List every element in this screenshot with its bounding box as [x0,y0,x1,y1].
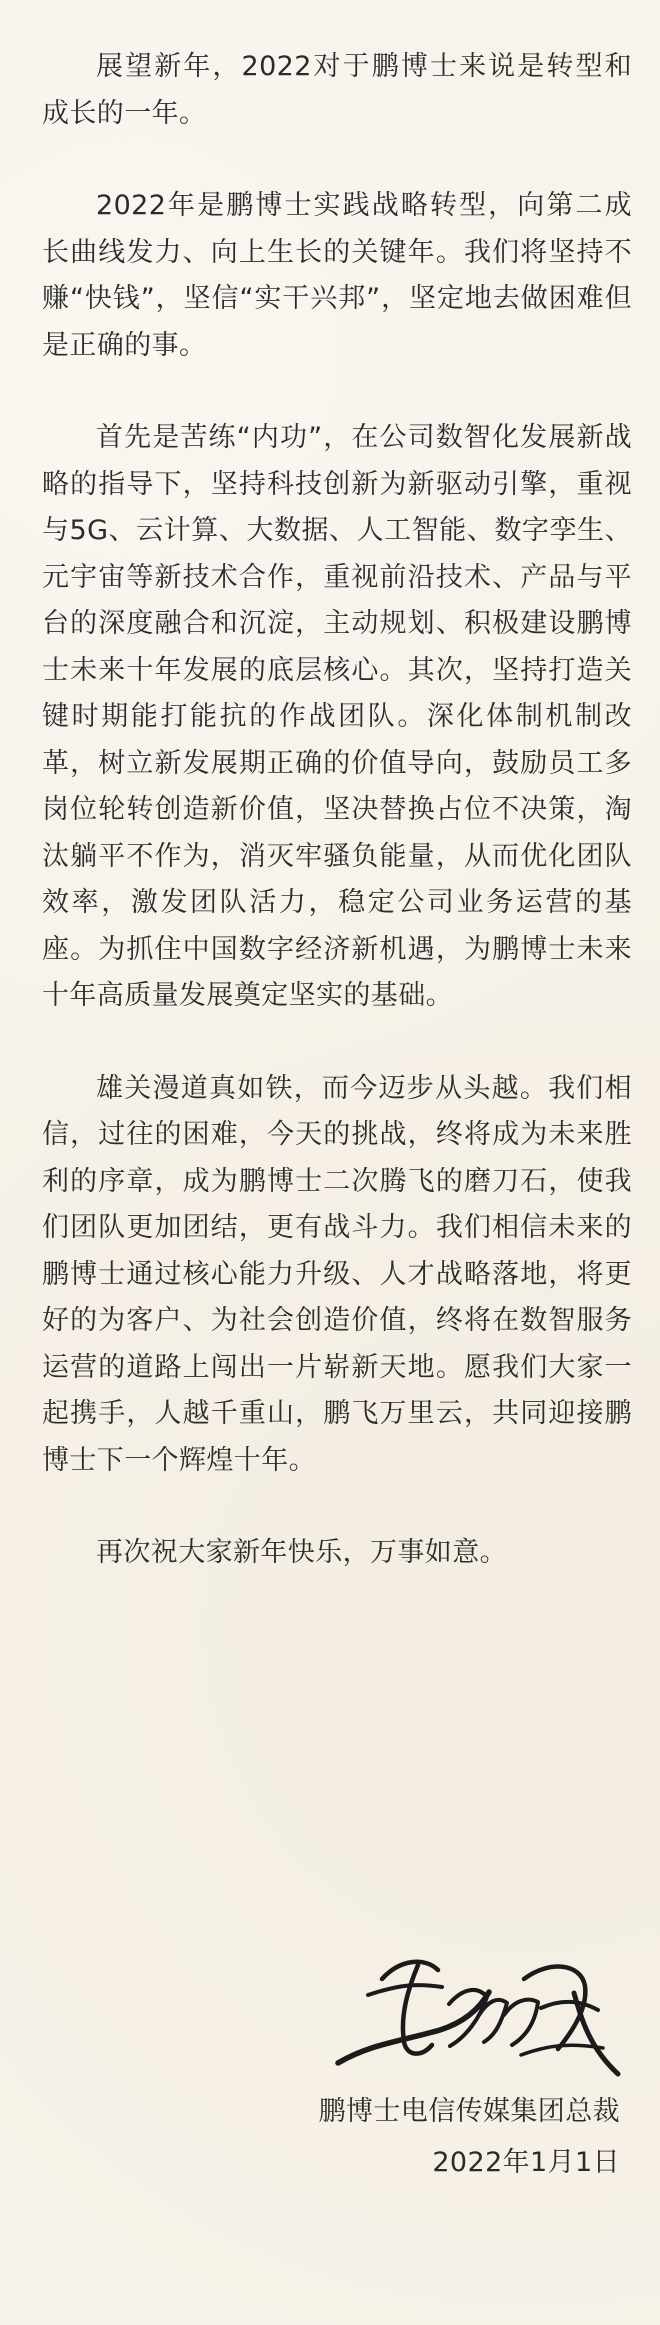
signature-icon [330,1945,630,2095]
letter-date: 2022年1月1日 [432,2147,620,2178]
paragraph-strategy: 首先是苦练“内功”，在公司数智化发展新战略的指导下，坚持科技创新为新驱动引擎，重视与5G、云计算、大数据、人工智能、数字孪生、元宇宙等新技术合作，重视前沿技术、产品与平台的深度融合和沉淀，主动规划、积极建设鹏博士未来十年发展的底层核心。其次，坚持打造关键时期能打能抗的作战团队。深化体制机制改革，树立新发展期正确的价值导向，鼓励员工多岗位轮转创造新价值，坚决替换占位不决策，淘汰躺平不作为，消灭牢骚负能量，从而优化团队效率，激发团队活力，稳定公司业务运营的基座。为抓住中国数字经济新机遇，为鹏博士未来十年高质量发展奠定坚实的基础。 [42,422,632,1011]
paragraph-transformation: 2022年是鹏博士实践战略转型，向第二成长曲线发力、向上生长的关键年。我们将坚持不赚“快钱”，坚信“实干兴邦”，坚定地去做困难但是正确的事。 [42,190,632,361]
paragraph-belief: 雄关漫道真如铁，而今迈步从头越。我们相信，过往的困难，今天的挑战，终将成为未来胜利的序章，成为鹏博士二次腾飞的磨刀石，使我们团队更加团结，更有战斗力。我们相信未来的鹏博士通过核心能力升级、人才战略落地，将更好的为客户、为社会创造价值，终将在数智服务运营的道路上闯出一片崭新天地。愿我们大家一起携手，人越千重山，鹏飞万里云，共同迎接鹏博士下一个辉煌十年。 [42,1072,632,1476]
paragraph-wishes: 再次祝大家新年快乐，万事如意。 [96,1537,507,1568]
signatory-title: 鹏博士电信传媒集团总裁 [318,2096,620,2127]
paragraph-outlook: 展望新年，2022对于鹏博士来说是转型和成长的一年。 [42,51,632,129]
